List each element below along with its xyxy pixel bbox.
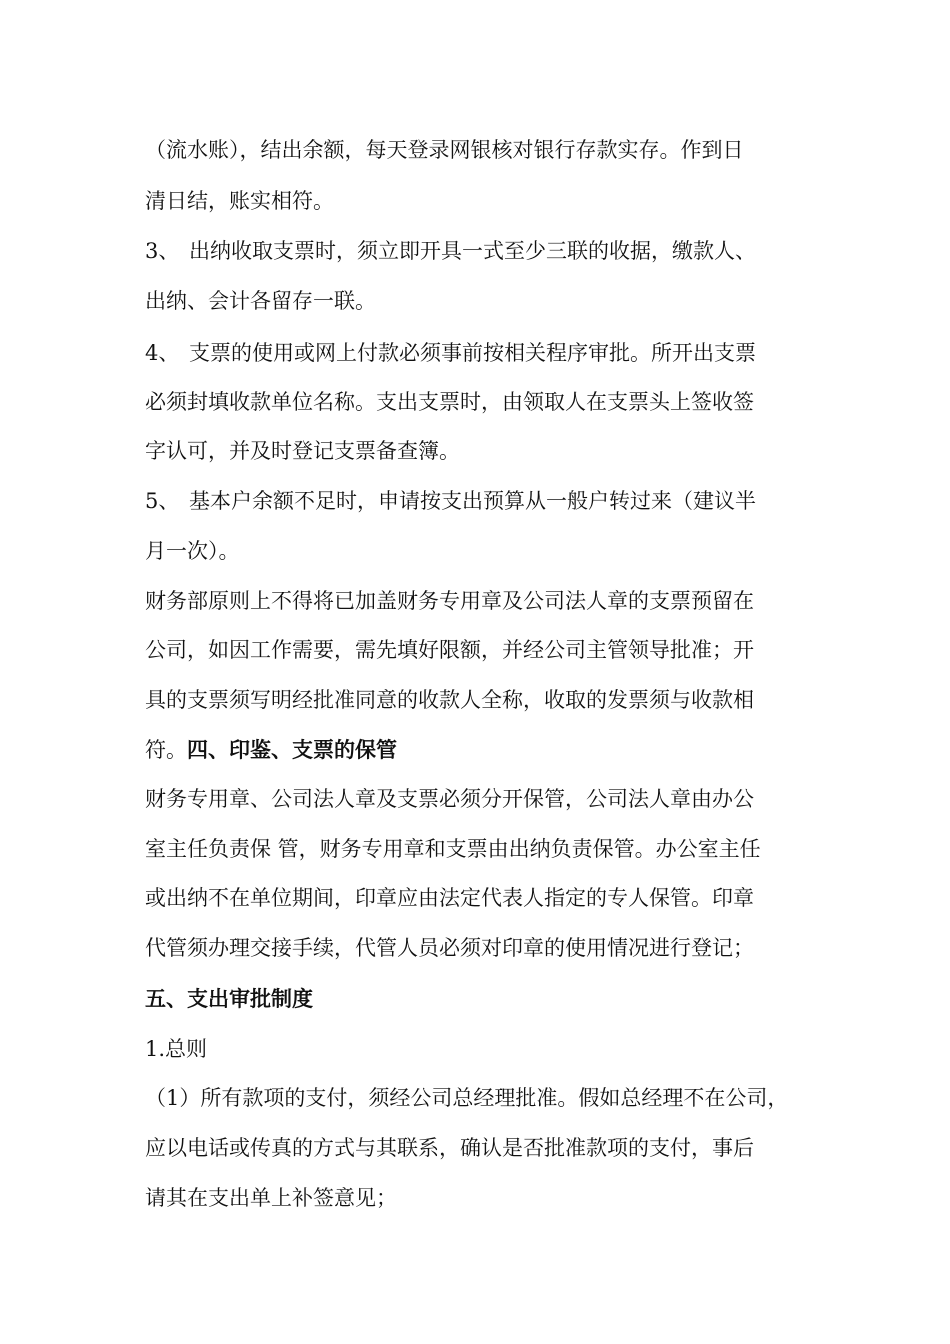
paragraph-line: 公司，如因工作需要，需先填好限额，并经公司主管领导批准；开 xyxy=(145,638,754,662)
paragraph-line: 具的支票须写明经批准同意的收款人全称，收取的发票须与收款相 xyxy=(145,688,754,712)
paragraph-line: 财务部原则上不得将已加盖财务专用章及公司法人章的支票预留在 xyxy=(145,589,754,613)
list-item-number: 5、 xyxy=(145,489,180,513)
paragraph-line: 财务专用章、公司法人章及支票必须分开保管，公司法人章由办公 xyxy=(145,787,754,811)
list-item-text: 支票的使用或网上付款必须事前按相关程序审批。所开出支票 xyxy=(189,341,756,365)
paragraph-line: 室主任负责保 管，财务专用章和支票由出纳负责保管。办公室主任 xyxy=(145,837,761,861)
list-item-text: 出纳收取支票时，须立即开具一式至少三联的收据，缴款人、 xyxy=(189,239,756,263)
paragraph-end: 符。 xyxy=(145,738,187,762)
list-item-5 xyxy=(145,487,756,515)
subsection-heading: 1.总则 xyxy=(145,1037,208,1061)
paragraph-line: （流水账），结出余额，每天登录网银核对银行存款实存。作到日 xyxy=(145,138,744,162)
list-item-text: 基本户余额不足时，申请按支出预算从一般户转过来（建议半 xyxy=(189,489,756,513)
paragraph-line: 出纳、会计各留存一联。 xyxy=(145,289,376,313)
paragraph-line: 或出纳不在单位期间，印章应由法定代表人指定的专人保管。印章 xyxy=(145,886,754,910)
list-item-3 xyxy=(145,237,756,265)
list-item-number: 4、 xyxy=(145,341,180,365)
paragraph-line: 请其在支出单上补签意见； xyxy=(145,1186,397,1210)
paragraph-line: （1）所有款项的支付，须经公司总经理批准。假如总经理不在公司， xyxy=(145,1086,789,1110)
section-heading-5: 五、支出审批制度 xyxy=(145,986,313,1011)
paragraph-line: 应以电话或传真的方式与其联系，确认是否批准款项的支付，事后 xyxy=(145,1136,754,1160)
paragraph-line: 字认可，并及时登记支票备查簿。 xyxy=(145,439,460,463)
paragraph-line xyxy=(145,736,397,764)
paragraph-line: 月一次）。 xyxy=(145,539,240,563)
paragraph-line: 代管须办理交接手续，代管人员必须对印章的使用情况进行登记； xyxy=(145,936,754,960)
section-heading-4: 四、印鉴、支票的保管 xyxy=(187,737,397,762)
paragraph-line: 必须封填收款单位名称。支出支票时，由领取人在支票头上签收签 xyxy=(145,390,754,414)
list-item-number: 3、 xyxy=(145,239,180,263)
list-item-4 xyxy=(145,339,756,367)
paragraph-line: 清日结，账实相符。 xyxy=(145,189,334,213)
